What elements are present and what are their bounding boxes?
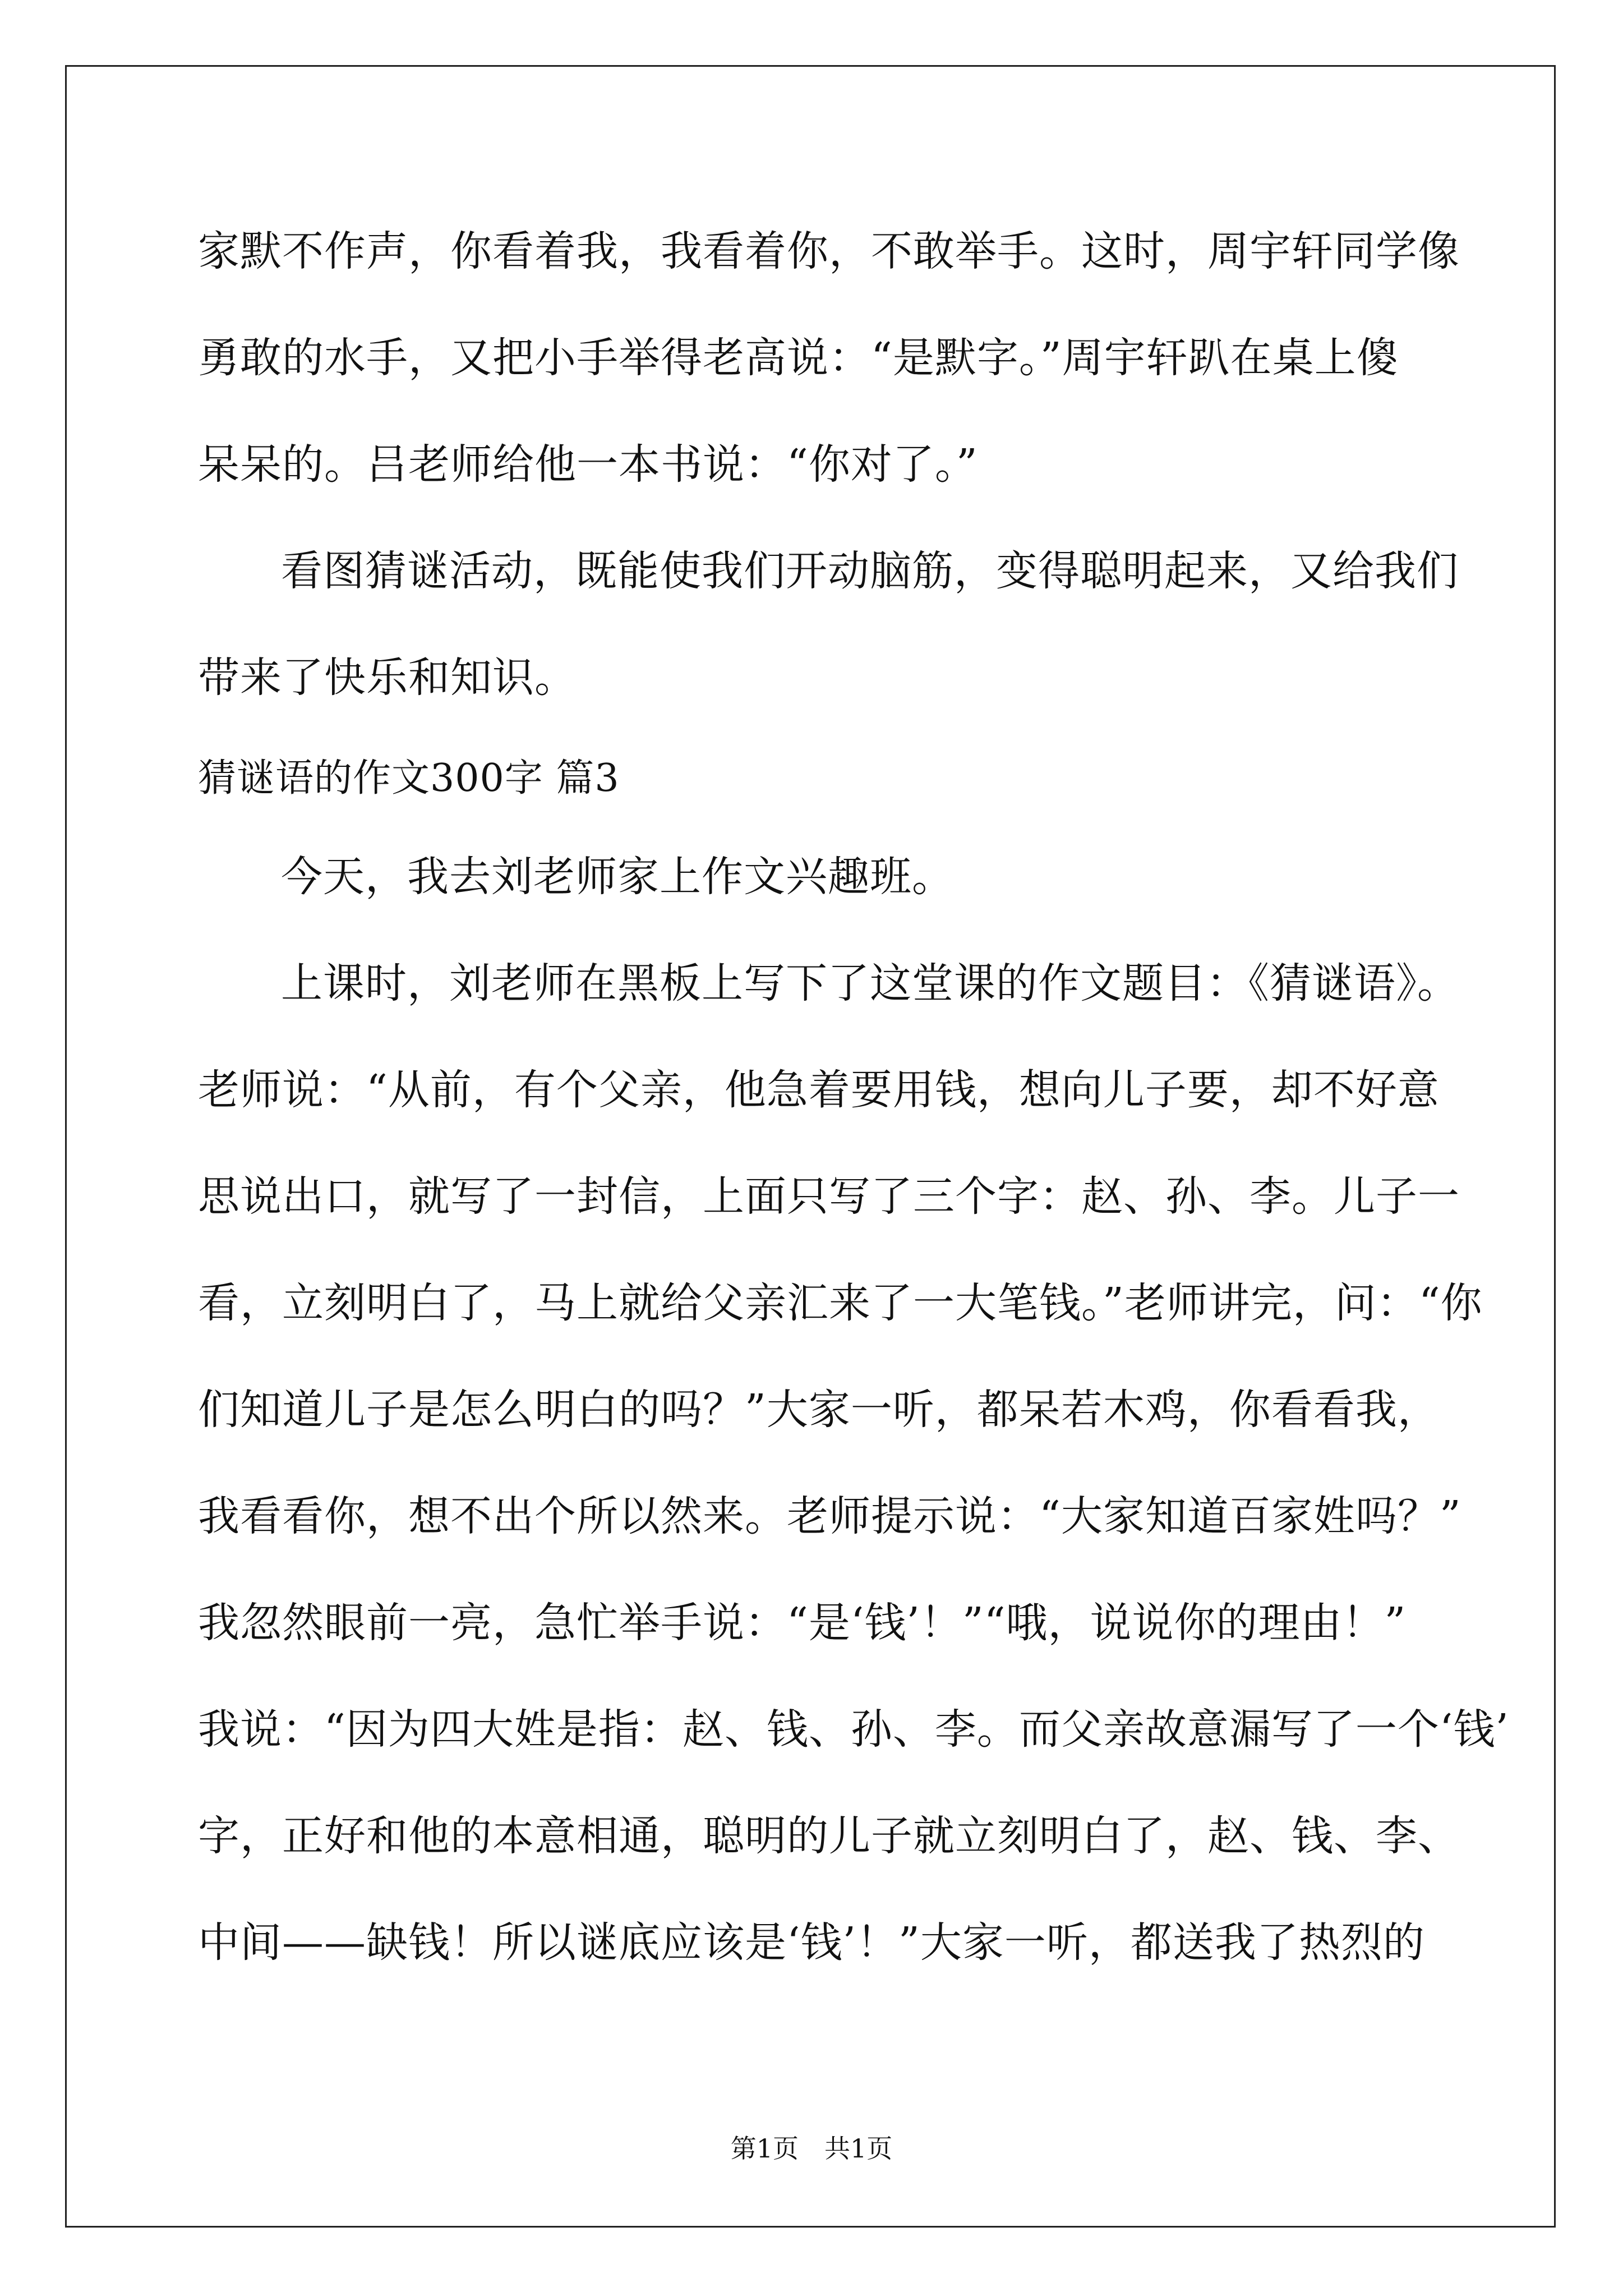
text-line-8: 老师说：“从前，有个父亲，他急着要用钱，想向儿子要，却不好意	[198, 1066, 1440, 1114]
text-line-3: 呆呆的。吕老师给他一本书说：“你对了。”	[198, 440, 978, 489]
page-footer: 第1页 共1页	[730, 2133, 893, 2164]
text-line-9: 思说出口，就写了一封信，上面只写了三个字：赵、孙、李。儿子一	[198, 1172, 1460, 1221]
text-line-13: 我忽然眼前一亮，急忙举手说：“是‘钱’！”“哦，说说你的理由！”	[198, 1599, 1407, 1647]
text-line-4: 看图猜谜活动，既能使我们开动脑筋，变得聪明起来，又给我们	[281, 547, 1459, 595]
text-line-5: 带来了快乐和知识。	[198, 654, 577, 702]
text-line-10: 看，立刻明白了，马上就给父亲汇来了一大笔钱。”老师讲完，问：“你	[198, 1279, 1483, 1327]
document-body	[198, 218, 1509, 2016]
section-heading: 猜谜语的作文300字 篇3	[198, 756, 620, 800]
text-line-7: 上课时，刘老师在黑板上写下了这堂课的作文题目：《猜谜语》。	[281, 959, 1459, 1007]
text-line-12: 我看看你，想不出个所以然来。老师提示说：“大家知道百家姓吗？”	[198, 1492, 1461, 1540]
text-line-16: 中间——缺钱！所以谜底应该是‘钱’！”大家一听，都送我了热烈的	[198, 1918, 1425, 1967]
text-line-2: 勇敢的水手，又把小手举得老高说：“是默字。”周宇轩趴在桌上傻	[198, 334, 1399, 382]
text-line-6: 今天，我去刘老师家上作文兴趣班。	[281, 853, 954, 901]
text-line-14: 我说：“因为四大姓是指：赵、钱、孙、李。而父亲故意漏写了一个‘钱’	[198, 1705, 1509, 1754]
text-line-1: 家默不作声，你看着我，我看着你，不敢举手。这时，周宇轩同学像	[198, 227, 1460, 275]
text-line-11: 们知道儿子是怎么明白的吗？”大家一听，都呆若木鸡，你看看我，	[198, 1386, 1440, 1434]
text-line-15: 字，正好和他的本意相通，聪明的儿子就立刻明白了，赵、钱、李、	[198, 1812, 1460, 1860]
